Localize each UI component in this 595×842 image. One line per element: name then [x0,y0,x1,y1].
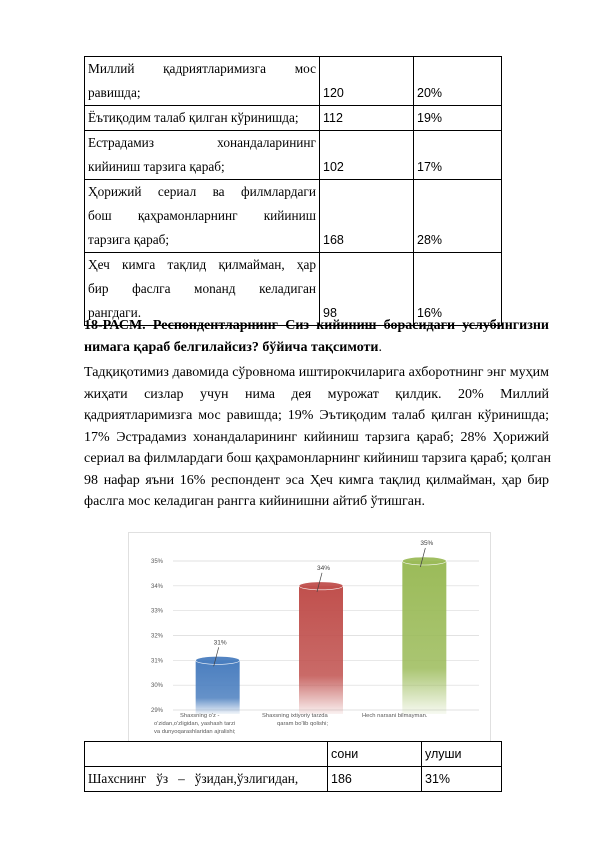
y-tick-label: 34% [151,583,164,590]
header-count: сони [328,742,422,767]
category-label: Hech narsani bilmayman. [362,713,428,719]
row-label-line: Миллий қадриятларимизга мос [88,61,316,76]
caption-line-2 [84,337,549,359]
y-tick-label: 32% [151,633,164,640]
y-tick-label: 35% [151,559,164,565]
bottom-table-header [85,742,502,767]
row-count: 120 [320,57,414,106]
row-label-line: Естрадамиз хонандаларининг [88,135,316,150]
chart-svg [129,533,490,741]
bar-top [402,557,446,565]
bar [402,561,446,714]
table-row [85,57,502,106]
row-count: 98 [320,253,414,326]
bar-top [196,656,240,664]
row-share: 31% [422,767,502,792]
table-row [85,180,502,253]
paragraph-line: фаслга мос келадиган рангга кийинишни айтиб ўтишган. [84,494,426,509]
row-percent: 17% [414,131,502,180]
row-label [85,106,320,131]
row-label [85,131,320,180]
row-percent: 20% [414,57,502,106]
data-label: 35% [420,540,434,547]
paragraph-line: 98 нафар яъни 16% респондент эса Ҳеч кимга тақлид қилмайман, ҳар бир [84,472,549,488]
table-row [85,106,502,131]
category-label: va dunyoqarashlaridan ajralishi; [154,729,236,735]
top-table [84,56,502,326]
paragraph-line: 17% Эстрадамиз хонандаларининг кийиниш тарзига қараб; 28% Ҳорижий [84,429,549,445]
paragraph-line: сериал ва филмлардаги бош қаҳрамонларнинг кийиниш тарзига қараб; қолган [84,451,551,466]
y-tick-label: 29% [151,708,164,714]
row-label [85,180,320,253]
table-row [85,131,502,180]
row-label-line: Ҳеч кимга тақлид қилмайман, ҳар [88,257,316,272]
caption-period: . [378,339,382,355]
category-label: Shaxsning ixtiyoriy tarzda [262,713,328,719]
bar-chart [128,532,491,742]
data-label: 34% [317,564,331,572]
row-label-line: кийиниш тарзига қараб; [88,159,225,174]
row-label-line: рангдаги. [88,305,142,320]
row-count: 186 [328,767,422,792]
row-percent: 28% [414,180,502,253]
category-label: qaram bo'lib qolishi; [277,721,329,727]
row-percent: 16% [414,253,502,326]
row-percent: 19% [414,106,502,131]
row-label [85,57,320,106]
row-label-line: Ёътиқодим талаб қилган кўринишда; [88,110,299,125]
bottom-table [84,741,502,792]
y-tick-label: 30% [151,683,164,690]
header-empty-cell [85,742,328,767]
header-share: улуши [422,742,502,767]
row-label-line: Ҳорижий сериал ва филмлардаги [88,184,316,199]
row-count: 102 [320,131,414,180]
y-tick-label: 33% [151,608,164,615]
caption-line-1: 18-РАСМ. Респондентларнинг Сиз кийиниш борасидаги услубингизни [84,318,549,333]
data-label: 31% [213,639,227,647]
row-label: Шахснинг ўз – ўзидан,ўзлигидан, [85,767,328,792]
paragraph-line: қадриятларимизга мос равишда; 19% Эътиқодим талаб қилган кўринишда; [84,408,549,423]
row-label-line: тарзига қараб; [88,232,170,247]
figure-caption [84,315,549,358]
paragraph-line: жиҳати сизлар учун нима дея мурожат қилдик. 20% Миллий [84,386,549,402]
row-count: 112 [320,106,414,131]
bar [299,586,343,714]
bar-top [299,582,343,590]
caption-line-2-text: нимага қараб белгилайсиз? бўйича тақсимоти [84,339,379,355]
category-label: o'zidan,o'zligidan, yashash tarzi [154,721,236,727]
category-label: Shaxsning o'z - [180,713,220,719]
row-count: 168 [320,180,414,253]
row-label-line: бош қаҳрамонларнинг кийиниш [88,208,316,223]
y-tick-label: 31% [151,658,164,665]
bar [196,660,240,714]
bottom-table-row [85,767,502,792]
row-label-line: равишда; [88,85,141,100]
row-label-line: бир фаслга мonанд келадиган [88,281,316,296]
body-paragraph [84,362,549,513]
paragraph-line: Тадқиқотимиз давомида сўровнома иштирокчиларига ахборотнинг энг муҳим [84,365,549,380]
